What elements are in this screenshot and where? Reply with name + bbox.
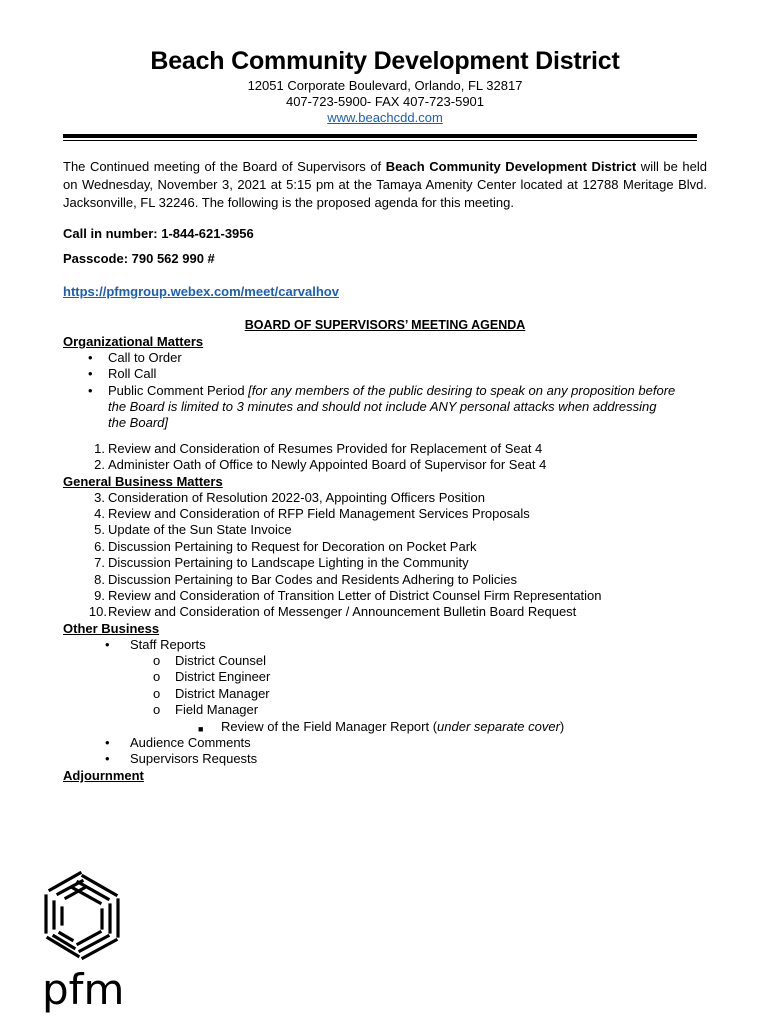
list-item <box>63 350 713 366</box>
item-text: Consideration of Resolution 2022-03, Appointing Officers Position <box>108 489 485 505</box>
numbered-item <box>63 457 713 473</box>
intro-paragraph <box>63 158 707 212</box>
list-item <box>63 637 713 653</box>
section-general-business: General Business Matters <box>63 473 223 489</box>
item-number: 10. <box>88 604 107 620</box>
item-number: 6. <box>94 538 105 554</box>
pfm-logo <box>38 870 128 1015</box>
item-text: Field Manager <box>175 702 259 718</box>
item-number: 5. <box>94 522 105 538</box>
page-title: Beach Community Development District <box>150 47 620 75</box>
item-number: 8. <box>94 571 105 587</box>
bullet-icon: • <box>105 751 110 767</box>
item-text: Review and Consideration of Resumes Provided for Replacement of Seat 4 <box>108 440 543 456</box>
item-text <box>221 719 564 735</box>
field-report-post: ) <box>559 718 565 734</box>
list-item <box>63 751 713 767</box>
numbered-item <box>63 506 713 522</box>
phone-fax: 407-723-5900- FAX 407-723-5901 <box>285 94 485 109</box>
agenda <box>63 334 713 784</box>
item-text: District Manager <box>175 685 270 701</box>
field-report-pre: Review of the Field Manager Report ( <box>221 718 438 734</box>
item-text: Discussion Pertaining to Request for Decoration on Pocket Park <box>108 538 477 554</box>
intro-post: will be held on Wednesday, November 3, 2021 at 5:15 pm at the Tamaya Amenity Center located at 12788 Meritage Blvd. Jacksonville, FL 32246. The following is the proposed agenda for this meeting. <box>63 159 707 210</box>
numbered-item <box>63 572 713 588</box>
bullet-icon: • <box>105 636 110 652</box>
numbered-item <box>63 588 713 604</box>
list-item <box>63 366 713 382</box>
item-text: Discussion Pertaining to Bar Codes and Residents Adhering to Policies <box>108 571 518 587</box>
numbered-item <box>63 555 713 571</box>
item-text: Review and Consideration of RFP Field Management Services Proposals <box>108 505 530 521</box>
pfm-hexagon-mark-icon <box>46 873 118 958</box>
numbered-item <box>63 539 713 555</box>
bullet-icon: • <box>88 350 93 365</box>
list-item <box>63 702 713 718</box>
header-rule-thin <box>63 140 697 141</box>
list-item-public-comment <box>63 383 713 433</box>
item-number: 7. <box>94 555 105 571</box>
field-report-italic: under separate cover <box>437 718 560 734</box>
public-comment-note: [for any members of the public desiring to speak on any proposition before the Board is limited to 3 minutes and should not include ANY personal attacks when addressing the Board] <box>108 382 676 430</box>
numbered-item <box>63 604 713 620</box>
numbered-item <box>63 441 713 457</box>
section-other-business: Other Business <box>63 620 160 636</box>
call-in-number: Call in number: 1-844-621-3956 <box>63 226 254 241</box>
bullet-icon: • <box>88 382 93 398</box>
item-text: Update of the Sun State Invoice <box>108 522 292 538</box>
item-text: District Counsel <box>175 653 267 669</box>
pfm-logo-text: pfm <box>42 965 125 1014</box>
item-number: 1. <box>94 440 105 456</box>
bullet-icon: • <box>105 735 110 751</box>
item-text: Discussion Pertaining to Landscape Lighting in the Community <box>108 555 469 571</box>
circle-bullet-icon: o <box>153 653 161 669</box>
item-text: Call to Order <box>108 350 182 365</box>
list-item <box>63 735 713 751</box>
circle-bullet-icon: o <box>153 669 161 685</box>
numbered-item <box>63 522 713 538</box>
meeting-link[interactable]: https://pfmgroup.webex.com/meet/carvalhov <box>63 284 339 299</box>
website-row <box>0 110 770 125</box>
list-item <box>63 653 713 669</box>
circle-bullet-icon: o <box>153 685 161 701</box>
circle-bullet-icon: o <box>153 702 161 718</box>
item-text: Audience Comments <box>130 735 251 751</box>
section-adjournment: Adjournment <box>63 767 144 783</box>
item-text: District Engineer <box>175 669 271 685</box>
item-text: Staff Reports <box>130 636 206 652</box>
address: 12051 Corporate Boulevard, Orlando, FL 32817 <box>247 78 523 93</box>
meeting-link-row <box>63 284 339 299</box>
website-link[interactable]: www.beachcdd.com <box>327 110 443 125</box>
numbered-item <box>63 490 713 506</box>
intro-pre: The Continued meeting of the Board of Supervisors of <box>63 159 386 174</box>
item-number: 2. <box>94 457 105 473</box>
intro-district: Beach Community Development District <box>385 159 637 174</box>
item-text: Review and Consideration of Transition Letter of District Counsel Firm Representation <box>108 587 602 603</box>
list-item <box>63 686 713 702</box>
bullet-icon: • <box>88 366 93 382</box>
public-comment-text <box>108 383 678 431</box>
agenda-title: BOARD OF SUPERVISORS’ MEETING AGENDA <box>244 318 526 332</box>
item-text: Administer Oath of Office to Newly Appointed Board of Supervisor for Seat 4 <box>108 457 547 473</box>
item-number: 3. <box>94 489 105 505</box>
section-organizational: Organizational Matters <box>63 334 204 349</box>
item-number: 4. <box>94 505 105 521</box>
list-item <box>63 669 713 685</box>
list-item <box>63 719 713 735</box>
public-comment-label: Public Comment Period <box>108 382 249 398</box>
square-bullet-icon: ■ <box>198 723 204 734</box>
item-text: Review and Consideration of Messenger / Announcement Bulletin Board Request <box>108 604 577 620</box>
header-rule-thick <box>63 134 697 138</box>
passcode: Passcode: 790 562 990 # <box>63 251 215 266</box>
item-number: 9. <box>94 587 105 603</box>
item-text: Supervisors Requests <box>130 751 258 767</box>
item-text: Roll Call <box>108 366 157 382</box>
